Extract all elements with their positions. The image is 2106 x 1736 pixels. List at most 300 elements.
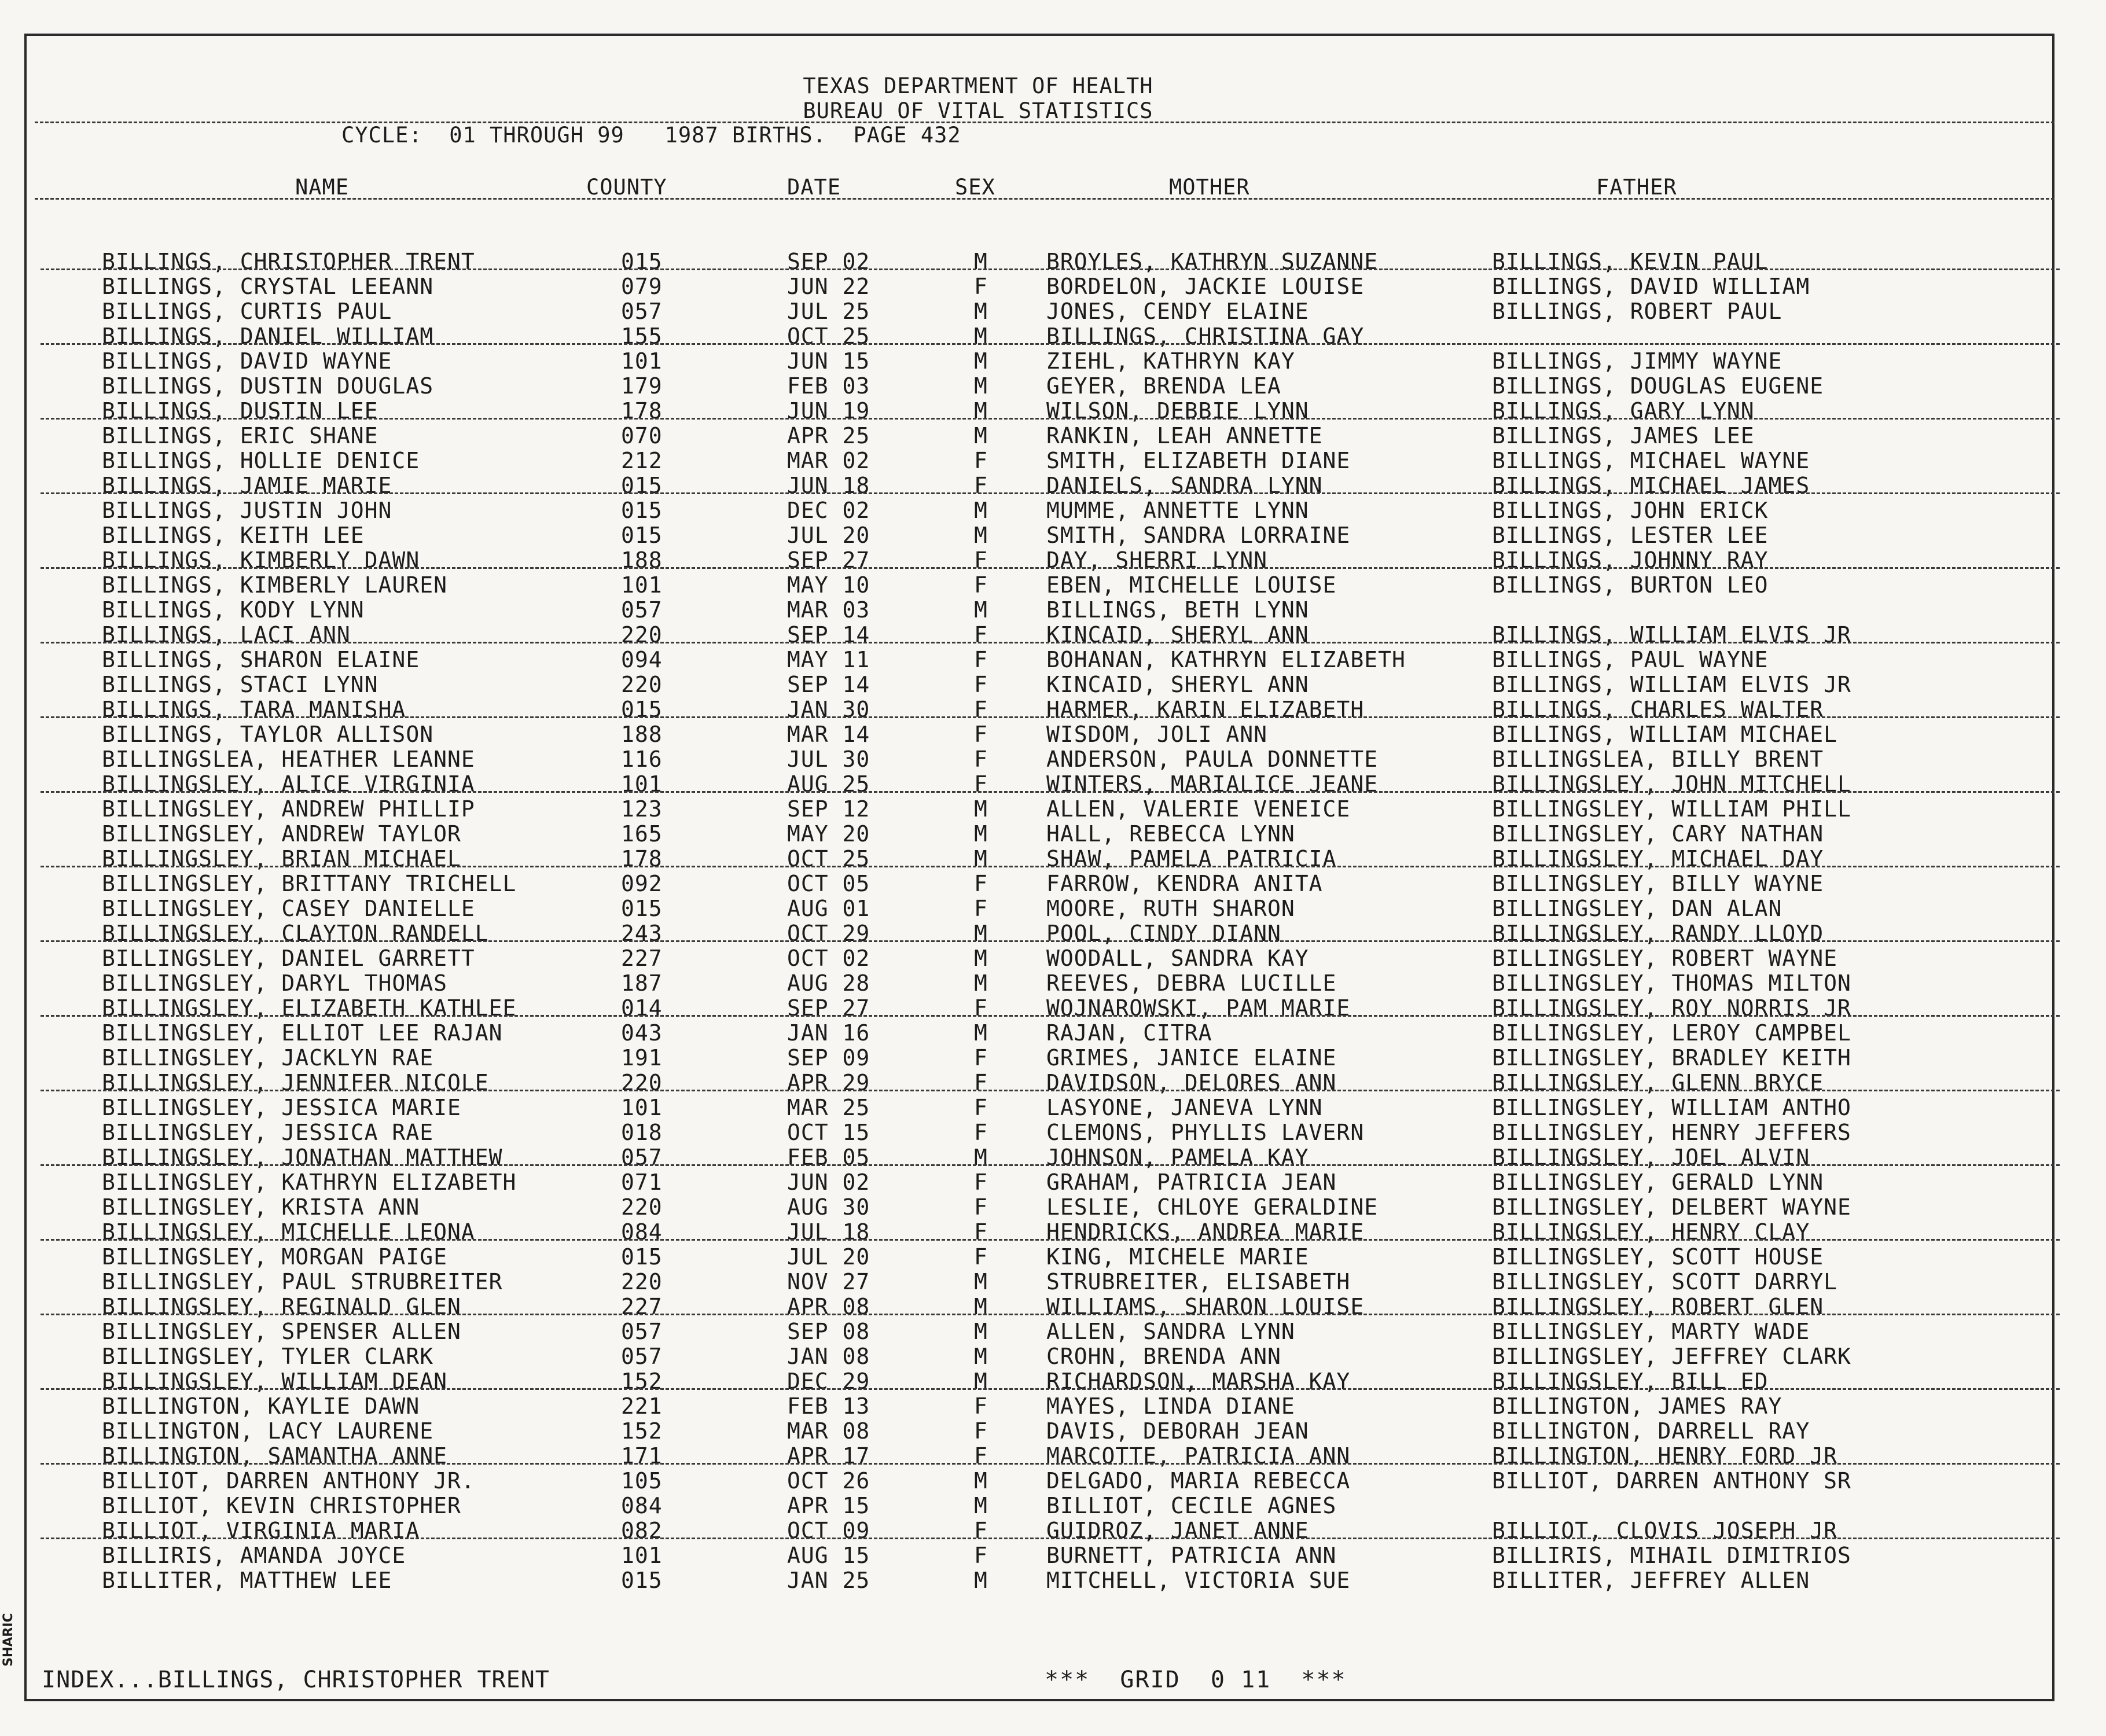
cell-father: BILLINGS, WILLIAM ELVIS JR [1492, 622, 1851, 648]
cell-date: MAR 02 [787, 448, 870, 473]
table-row [0, 647, 2106, 672]
cell-mother: WILSON, DEBBIE LYNN [1046, 398, 1309, 424]
cell-sex: F [974, 1543, 988, 1568]
cell-name: BILLINGSLEY, CASEY DANIELLE [102, 896, 475, 921]
cell-date: JAN 08 [787, 1344, 870, 1369]
table-row [0, 323, 2106, 348]
cell-name: BILLINGTON, SAMANTHA ANNE [102, 1443, 447, 1469]
cell-date: AUG 15 [787, 1543, 870, 1568]
cell-mother: LASYONE, JANEVA LYNN [1046, 1095, 1323, 1120]
cell-sex: F [974, 622, 988, 648]
cell-name: BILLINGS, STACI LYNN [102, 672, 378, 697]
cell-date: SEP 27 [787, 547, 870, 573]
cell-name: BILLINGS, JUSTIN JOHN [102, 498, 392, 523]
cell-mother: DAVIDSON, DELORES ANN [1046, 1070, 1337, 1095]
cell-name: BILLINGS, TARA MANISHA [102, 697, 406, 722]
cell-county: 187 [621, 970, 663, 996]
cell-father: BILLINGS, LESTER LEE [1492, 523, 1769, 548]
cell-name: BILLINGSLEY, JONATHAN MATTHEW [102, 1145, 503, 1170]
cell-father: BILLINGS, KEVIN PAUL [1492, 249, 1769, 274]
cell-father: BILLINGSLEY, DAN ALAN [1492, 896, 1782, 921]
cell-mother: WISDOM, JOLI ANN [1046, 722, 1268, 747]
table-row [0, 1344, 2106, 1369]
cell-mother: BORDELON, JACKIE LOUISE [1046, 274, 1365, 299]
cell-date: JAN 30 [787, 697, 870, 722]
cell-sex: F [974, 995, 988, 1021]
cell-mother: KING, MICHELE MARIE [1046, 1244, 1309, 1270]
cell-father: BILLINGS, BURTON LEO [1492, 572, 1769, 598]
table-row [0, 1219, 2106, 1244]
cell-sex: F [974, 746, 988, 772]
cell-father: BILLINGS, ROBERT PAUL [1492, 299, 1782, 324]
table-row [0, 1369, 2106, 1393]
cell-mother: ALLEN, SANDRA LYNN [1046, 1319, 1295, 1344]
cell-date: MAR 08 [787, 1418, 870, 1444]
cell-sex: F [974, 871, 988, 896]
cell-mother: JONES, CENDY ELAINE [1046, 299, 1309, 324]
cell-sex: M [974, 398, 988, 424]
cell-sex: M [974, 348, 988, 374]
cell-name: BILLINGSLEA, HEATHER LEANNE [102, 746, 475, 772]
cell-sex: F [974, 473, 988, 498]
cell-sex: M [974, 921, 988, 946]
cell-date: APR 29 [787, 1070, 870, 1095]
cell-mother: MITCHELL, VICTORIA SUE [1046, 1568, 1351, 1593]
index-footer: INDEX...BILLINGS, CHRISTOPHER TRENT [42, 1667, 550, 1693]
cell-name: BILLINGS, JAMIE MARIE [102, 473, 392, 498]
cell-date: OCT 26 [787, 1468, 870, 1494]
cell-mother: MOORE, RUTH SHARON [1046, 896, 1295, 921]
cell-sex: M [974, 299, 988, 324]
cell-date: OCT 25 [787, 323, 870, 349]
cell-date: JUL 18 [787, 1219, 870, 1245]
cell-mother: SMITH, ELIZABETH DIANE [1046, 448, 1351, 473]
cell-father: BILLINGSLEY, JOEL ALVIN [1492, 1145, 1810, 1170]
cell-father: BILLINGSLEY, SCOTT DARRYL [1492, 1269, 1837, 1294]
cell-sex: M [974, 498, 988, 523]
cell-sex: F [974, 1070, 988, 1095]
cell-county: 015 [621, 697, 663, 722]
cell-father: BILLINGS, MICHAEL JAMES [1492, 473, 1810, 498]
cell-name: BILLINGS, ERIC SHANE [102, 423, 378, 448]
cell-sex: F [974, 672, 988, 697]
cell-county: 179 [621, 373, 663, 399]
cell-date: OCT 25 [787, 846, 870, 871]
cell-name: BILLINGSLEY, ALICE VIRGINIA [102, 771, 475, 797]
cell-mother: KINCAID, SHERYL ANN [1046, 672, 1309, 697]
cell-county: 191 [621, 1045, 663, 1071]
cell-father: BILLIOT, DARREN ANTHONY SR [1492, 1468, 1851, 1494]
cell-date: APR 17 [787, 1443, 870, 1469]
cell-date: AUG 28 [787, 970, 870, 996]
table-row [0, 995, 2106, 1020]
table-row [0, 722, 2106, 746]
cell-county: 188 [621, 547, 663, 573]
cell-name: BILLINGS, SHARON ELAINE [102, 647, 420, 672]
table-row [0, 821, 2106, 846]
cell-mother: FARROW, KENDRA ANITA [1046, 871, 1323, 896]
cell-county: 079 [621, 274, 663, 299]
cell-father: BILLINGS, JOHNNY RAY [1492, 547, 1769, 573]
cell-county: 014 [621, 995, 663, 1021]
table-row [0, 1493, 2106, 1518]
table-row [0, 1418, 2106, 1443]
cell-name: BILLINGSLEY, SPENSER ALLEN [102, 1319, 461, 1344]
cell-county: 015 [621, 498, 663, 523]
department-title: TEXAS DEPARTMENT OF HEALTH [803, 73, 1153, 98]
cell-county: 082 [621, 1518, 663, 1543]
cell-date: APR 25 [787, 423, 870, 448]
cell-county: 015 [621, 473, 663, 498]
cell-name: BILLINGSLEY, PAUL STRUBREITER [102, 1269, 503, 1294]
cell-name: BILLINGSLEY, JESSICA MARIE [102, 1095, 461, 1120]
cell-name: BILLINGSLEY, MORGAN PAIGE [102, 1244, 447, 1270]
cell-county: 152 [621, 1369, 663, 1394]
cell-date: DEC 29 [787, 1369, 870, 1394]
cell-date: FEB 03 [787, 373, 870, 399]
cell-county: 015 [621, 249, 663, 274]
cell-date: NOV 27 [787, 1269, 870, 1294]
cell-county: 155 [621, 323, 663, 349]
cell-father: BILLINGSLEY, BILL ED [1492, 1369, 1769, 1394]
cell-sex: M [974, 1020, 988, 1046]
cell-date: OCT 09 [787, 1518, 870, 1543]
cell-county: 015 [621, 896, 663, 921]
column-header-date: DATE [787, 175, 841, 200]
birth-record-list [0, 249, 2106, 1592]
cell-sex: F [974, 647, 988, 672]
cell-father: BILLITER, JEFFREY ALLEN [1492, 1568, 1810, 1593]
cell-county: 188 [621, 722, 663, 747]
cell-date: OCT 05 [787, 871, 870, 896]
cell-mother: MARCOTTE, PATRICIA ANN [1046, 1443, 1351, 1469]
cell-county: 018 [621, 1120, 663, 1145]
cell-county: 221 [621, 1393, 663, 1419]
cell-county: 171 [621, 1443, 663, 1469]
column-header-sex: SEX [955, 175, 995, 200]
cell-father: BILLINGSLEY, BRADLEY KEITH [1492, 1045, 1851, 1071]
cell-mother: GRIMES, JANICE ELAINE [1046, 1045, 1337, 1071]
cell-sex: F [974, 1393, 988, 1419]
cell-mother: SHAW, PAMELA PATRICIA [1046, 846, 1337, 871]
table-row [0, 1020, 2106, 1045]
table-row [0, 1120, 2106, 1145]
cell-mother: STRUBREITER, ELISABETH [1046, 1269, 1351, 1294]
cell-date: MAY 10 [787, 572, 870, 598]
column-header-county: COUNTY [586, 175, 667, 200]
cell-date: OCT 02 [787, 946, 870, 971]
cell-name: BILLINGS, KIMBERLY LAUREN [102, 572, 447, 598]
cell-father: BILLINGSLEY, GERALD LYNN [1492, 1169, 1824, 1195]
table-row [0, 1095, 2106, 1120]
table-row [0, 896, 2106, 921]
cell-father: BILLINGSLEY, ROY NORRIS JR [1492, 995, 1851, 1021]
cell-name: BILLINGTON, KAYLIE DAWN [102, 1393, 420, 1419]
table-row [0, 1194, 2106, 1219]
table-row [0, 299, 2106, 323]
cell-mother: HENDRICKS, ANDREA MARIE [1046, 1219, 1365, 1245]
cell-sex: F [974, 1045, 988, 1071]
cell-name: BILLINGSLEY, ELIZABETH KATHLEE [102, 995, 517, 1021]
table-row [0, 547, 2106, 572]
cell-mother: CLEMONS, PHYLLIS LAVERN [1046, 1120, 1365, 1145]
cell-date: SEP 27 [787, 995, 870, 1021]
cell-mother: ANDERSON, PAULA DONNETTE [1046, 746, 1379, 772]
cell-father: BILLINGTON, HENRY FORD JR [1492, 1443, 1837, 1469]
table-row [0, 1045, 2106, 1070]
table-row [0, 597, 2106, 622]
cell-name: BILLINGS, DUSTIN DOUGLAS [102, 373, 434, 399]
cell-county: 116 [621, 746, 663, 772]
cell-mother: GUIDROZ, JANET ANNE [1046, 1518, 1309, 1543]
cell-date: MAY 11 [787, 647, 870, 672]
cell-county: 220 [621, 672, 663, 697]
cell-date: SEP 08 [787, 1319, 870, 1344]
bureau-title: BUREAU OF VITAL STATISTICS [803, 98, 1153, 123]
table-row [0, 746, 2106, 771]
table-row [0, 373, 2106, 398]
margin-tag: SHARIC [1, 1613, 16, 1667]
cell-date: AUG 30 [787, 1194, 870, 1220]
cell-county: 057 [621, 299, 663, 324]
cell-sex: M [974, 323, 988, 349]
cell-name: BILLINGSLEY, CLAYTON RANDELL [102, 921, 489, 946]
table-row [0, 249, 2106, 274]
cell-sex: F [974, 448, 988, 473]
cell-name: BILLINGSLEY, BRIAN MICHAEL [102, 846, 461, 871]
cell-mother: DAY, SHERRI LYNN [1046, 547, 1268, 573]
cell-sex: F [974, 1518, 988, 1543]
cell-name: BILLIOT, DARREN ANTHONY JR. [102, 1468, 475, 1494]
cell-sex: F [974, 1095, 988, 1120]
cell-sex: F [974, 896, 988, 921]
cell-father: BILLINGSLEY, JEFFREY CLARK [1492, 1344, 1851, 1369]
cell-date: MAR 25 [787, 1095, 870, 1120]
cell-name: BILLINGS, KODY LYNN [102, 597, 365, 623]
cell-county: 084 [621, 1493, 663, 1518]
cell-name: BILLINGSLEY, WILLIAM DEAN [102, 1369, 447, 1394]
cell-county: 220 [621, 1194, 663, 1220]
cell-county: 220 [621, 622, 663, 648]
cell-date: DEC 02 [787, 498, 870, 523]
cell-father: BILLINGSLEY, DELBERT WAYNE [1492, 1194, 1851, 1220]
cell-father: BILLINGS, JOHN ERICK [1492, 498, 1769, 523]
cell-county: 152 [621, 1418, 663, 1444]
table-row [0, 473, 2106, 498]
cell-county: 220 [621, 1269, 663, 1294]
cell-name: BILLINGS, CURTIS PAUL [102, 299, 392, 324]
table-row [0, 796, 2106, 821]
cell-sex: F [974, 697, 988, 722]
cell-father: BILLINGSLEY, LEROY CAMPBEL [1492, 1020, 1851, 1046]
cell-date: AUG 01 [787, 896, 870, 921]
cell-county: 101 [621, 1543, 663, 1568]
cell-sex: M [974, 1568, 988, 1593]
cell-date: OCT 15 [787, 1120, 870, 1145]
cell-date: SEP 09 [787, 1045, 870, 1071]
column-header-rule [35, 198, 2054, 200]
cell-sex: M [974, 1344, 988, 1369]
cell-county: 243 [621, 921, 663, 946]
cell-mother: WINTERS, MARIALICE JEANE [1046, 771, 1379, 797]
cell-sex: M [974, 1493, 988, 1518]
cell-date: MAR 14 [787, 722, 870, 747]
cell-father: BILLINGS, DAVID WILLIAM [1492, 274, 1810, 299]
table-row [0, 1145, 2106, 1169]
cell-name: BILLIRIS, AMANDA JOYCE [102, 1543, 406, 1568]
cell-name: BILLINGSLEY, ANDREW PHILLIP [102, 796, 475, 822]
grid-footer: *** GRID 0 11 *** [1045, 1667, 1347, 1693]
cell-date: FEB 05 [787, 1145, 870, 1170]
cell-father: BILLINGSLEY, MARTY WADE [1492, 1319, 1810, 1344]
cell-mother: GEYER, BRENDA LEA [1046, 373, 1281, 399]
cell-sex: M [974, 1468, 988, 1494]
cell-date: APR 15 [787, 1493, 870, 1518]
cell-sex: M [974, 1294, 988, 1319]
table-row [0, 274, 2106, 299]
cell-date: JUL 30 [787, 746, 870, 772]
cell-date: JUN 18 [787, 473, 870, 498]
cell-name: BILLINGSLEY, ELLIOT LEE RAJAN [102, 1020, 503, 1046]
cell-county: 057 [621, 1344, 663, 1369]
cell-father: BILLINGTON, DARRELL RAY [1492, 1418, 1810, 1444]
cell-father: BILLIOT, CLOVIS JOSEPH JR [1492, 1518, 1837, 1543]
cell-county: 101 [621, 348, 663, 374]
cell-county: 094 [621, 647, 663, 672]
cell-name: BILLINGSLEY, DARYL THOMAS [102, 970, 447, 996]
cell-mother: RICHARDSON, MARSHA KAY [1046, 1369, 1351, 1394]
cell-mother: MAYES, LINDA DIANE [1046, 1393, 1295, 1419]
cell-sex: F [974, 1418, 988, 1444]
cell-name: BILLINGTON, LACY LAURENE [102, 1418, 434, 1444]
cell-date: JUL 20 [787, 523, 870, 548]
table-row [0, 1468, 2106, 1493]
table-row [0, 448, 2106, 473]
cell-name: BILLINGSLEY, BRITTANY TRICHELL [102, 871, 517, 896]
cell-name: BILLIOT, VIRGINIA MARIA [102, 1518, 420, 1543]
table-row [0, 1244, 2106, 1269]
cell-date: JUL 25 [787, 299, 870, 324]
cell-name: BILLINGSLEY, DANIEL GARRETT [102, 946, 475, 971]
cell-mother: DAVIS, DEBORAH JEAN [1046, 1418, 1309, 1444]
cell-sex: F [974, 1244, 988, 1270]
table-row [0, 1568, 2106, 1592]
cell-father: BILLINGSLEY, WILLIAM PHILL [1492, 796, 1851, 822]
cell-county: 212 [621, 448, 663, 473]
cell-sex: M [974, 597, 988, 623]
cell-county: 015 [621, 1568, 663, 1593]
cell-county: 101 [621, 1095, 663, 1120]
cell-father: BILLINGSLEY, CARY NATHAN [1492, 821, 1824, 847]
table-row [0, 572, 2106, 597]
cell-mother: CROHN, BRENDA ANN [1046, 1344, 1281, 1369]
table-row [0, 921, 2106, 946]
column-header-mother: MOTHER [1169, 175, 1250, 200]
cell-name: BILLINGSLEY, KATHRYN ELIZABETH [102, 1169, 517, 1195]
cell-sex: F [974, 1219, 988, 1245]
cell-mother: RAJAN, CITRA [1046, 1020, 1212, 1046]
cell-mother: WOJNAROWSKI, PAM MARIE [1046, 995, 1351, 1021]
table-row [0, 348, 2106, 373]
cell-county: 070 [621, 423, 663, 448]
cell-county: 057 [621, 597, 663, 623]
cell-sex: F [974, 771, 988, 797]
cell-name: BILLINGS, CRYSTAL LEEANN [102, 274, 434, 299]
table-row [0, 970, 2106, 995]
cell-father: BILLINGSLEY, THOMAS MILTON [1492, 970, 1851, 996]
cell-father: BILLINGS, WILLIAM ELVIS JR [1492, 672, 1851, 697]
cell-county: 057 [621, 1145, 663, 1170]
cell-name: BILLINGS, DANIEL WILLIAM [102, 323, 434, 349]
cell-father: BILLINGS, CHARLES WALTER [1492, 697, 1824, 722]
table-row [0, 1518, 2106, 1543]
cell-mother: EBEN, MICHELLE LOUISE [1046, 572, 1337, 598]
cell-date: JUL 20 [787, 1244, 870, 1270]
cell-mother: BOHANAN, KATHRYN ELIZABETH [1046, 647, 1406, 672]
cell-father: BILLINGSLEA, BILLY BRENT [1492, 746, 1824, 772]
cell-mother: BROYLES, KATHRYN SUZANNE [1046, 249, 1379, 274]
cell-name: BILLINGSLEY, JESSICA RAE [102, 1120, 434, 1145]
cell-county: 123 [621, 796, 663, 822]
cell-name: BILLINGS, TAYLOR ALLISON [102, 722, 434, 747]
cell-date: APR 08 [787, 1294, 870, 1319]
cell-county: 178 [621, 398, 663, 424]
cell-father: BILLINGSLEY, WILLIAM ANTHO [1492, 1095, 1851, 1120]
cell-county: 227 [621, 946, 663, 971]
cell-mother: JOHNSON, PAMELA KAY [1046, 1145, 1309, 1170]
cell-date: JUN 19 [787, 398, 870, 424]
cell-date: SEP 12 [787, 796, 870, 822]
cell-date: OCT 29 [787, 921, 870, 946]
cell-sex: M [974, 1145, 988, 1170]
cell-father: BILLIRIS, MIHAIL DIMITRIOS [1492, 1543, 1851, 1568]
cell-sex: M [974, 821, 988, 847]
cell-name: BILLITER, MATTHEW LEE [102, 1568, 392, 1593]
table-row [0, 498, 2106, 523]
table-row [0, 697, 2106, 722]
cell-mother: BILLINGS, CHRISTINA GAY [1046, 323, 1365, 349]
cell-county: 071 [621, 1169, 663, 1195]
cell-father: BILLINGSLEY, ROBERT GLEN [1492, 1294, 1824, 1319]
cell-father: BILLINGSLEY, HENRY JEFFERS [1492, 1120, 1851, 1145]
cell-date: SEP 14 [787, 672, 870, 697]
cell-father: BILLINGS, JIMMY WAYNE [1492, 348, 1782, 374]
cell-date: JAN 16 [787, 1020, 870, 1046]
cell-date: MAY 20 [787, 821, 870, 847]
cell-name: BILLINGSLEY, KRISTA ANN [102, 1194, 420, 1220]
cell-county: 220 [621, 1070, 663, 1095]
cell-mother: BILLIOT, CECILE AGNES [1046, 1493, 1337, 1518]
cell-sex: F [974, 1194, 988, 1220]
table-row [0, 1269, 2106, 1294]
cell-mother: LESLIE, CHLOYE GERALDINE [1046, 1194, 1379, 1220]
table-row [0, 622, 2106, 647]
table-row [0, 1070, 2106, 1095]
table-row [0, 423, 2106, 448]
cell-father: BILLINGS, DOUGLAS EUGENE [1492, 373, 1824, 399]
table-row [0, 771, 2106, 796]
table-row [0, 1393, 2106, 1418]
cell-county: 178 [621, 846, 663, 871]
cell-father: BILLINGSLEY, BILLY WAYNE [1492, 871, 1824, 896]
cell-mother: SMITH, SANDRA LORRAINE [1046, 523, 1351, 548]
cell-sex: F [974, 572, 988, 598]
cell-mother: DANIELS, SANDRA LYNN [1046, 473, 1323, 498]
cell-county: 092 [621, 871, 663, 896]
cell-father: BILLINGS, PAUL WAYNE [1492, 647, 1769, 672]
cell-mother: WILLIAMS, SHARON LOUISE [1046, 1294, 1365, 1319]
table-row [0, 1443, 2106, 1468]
